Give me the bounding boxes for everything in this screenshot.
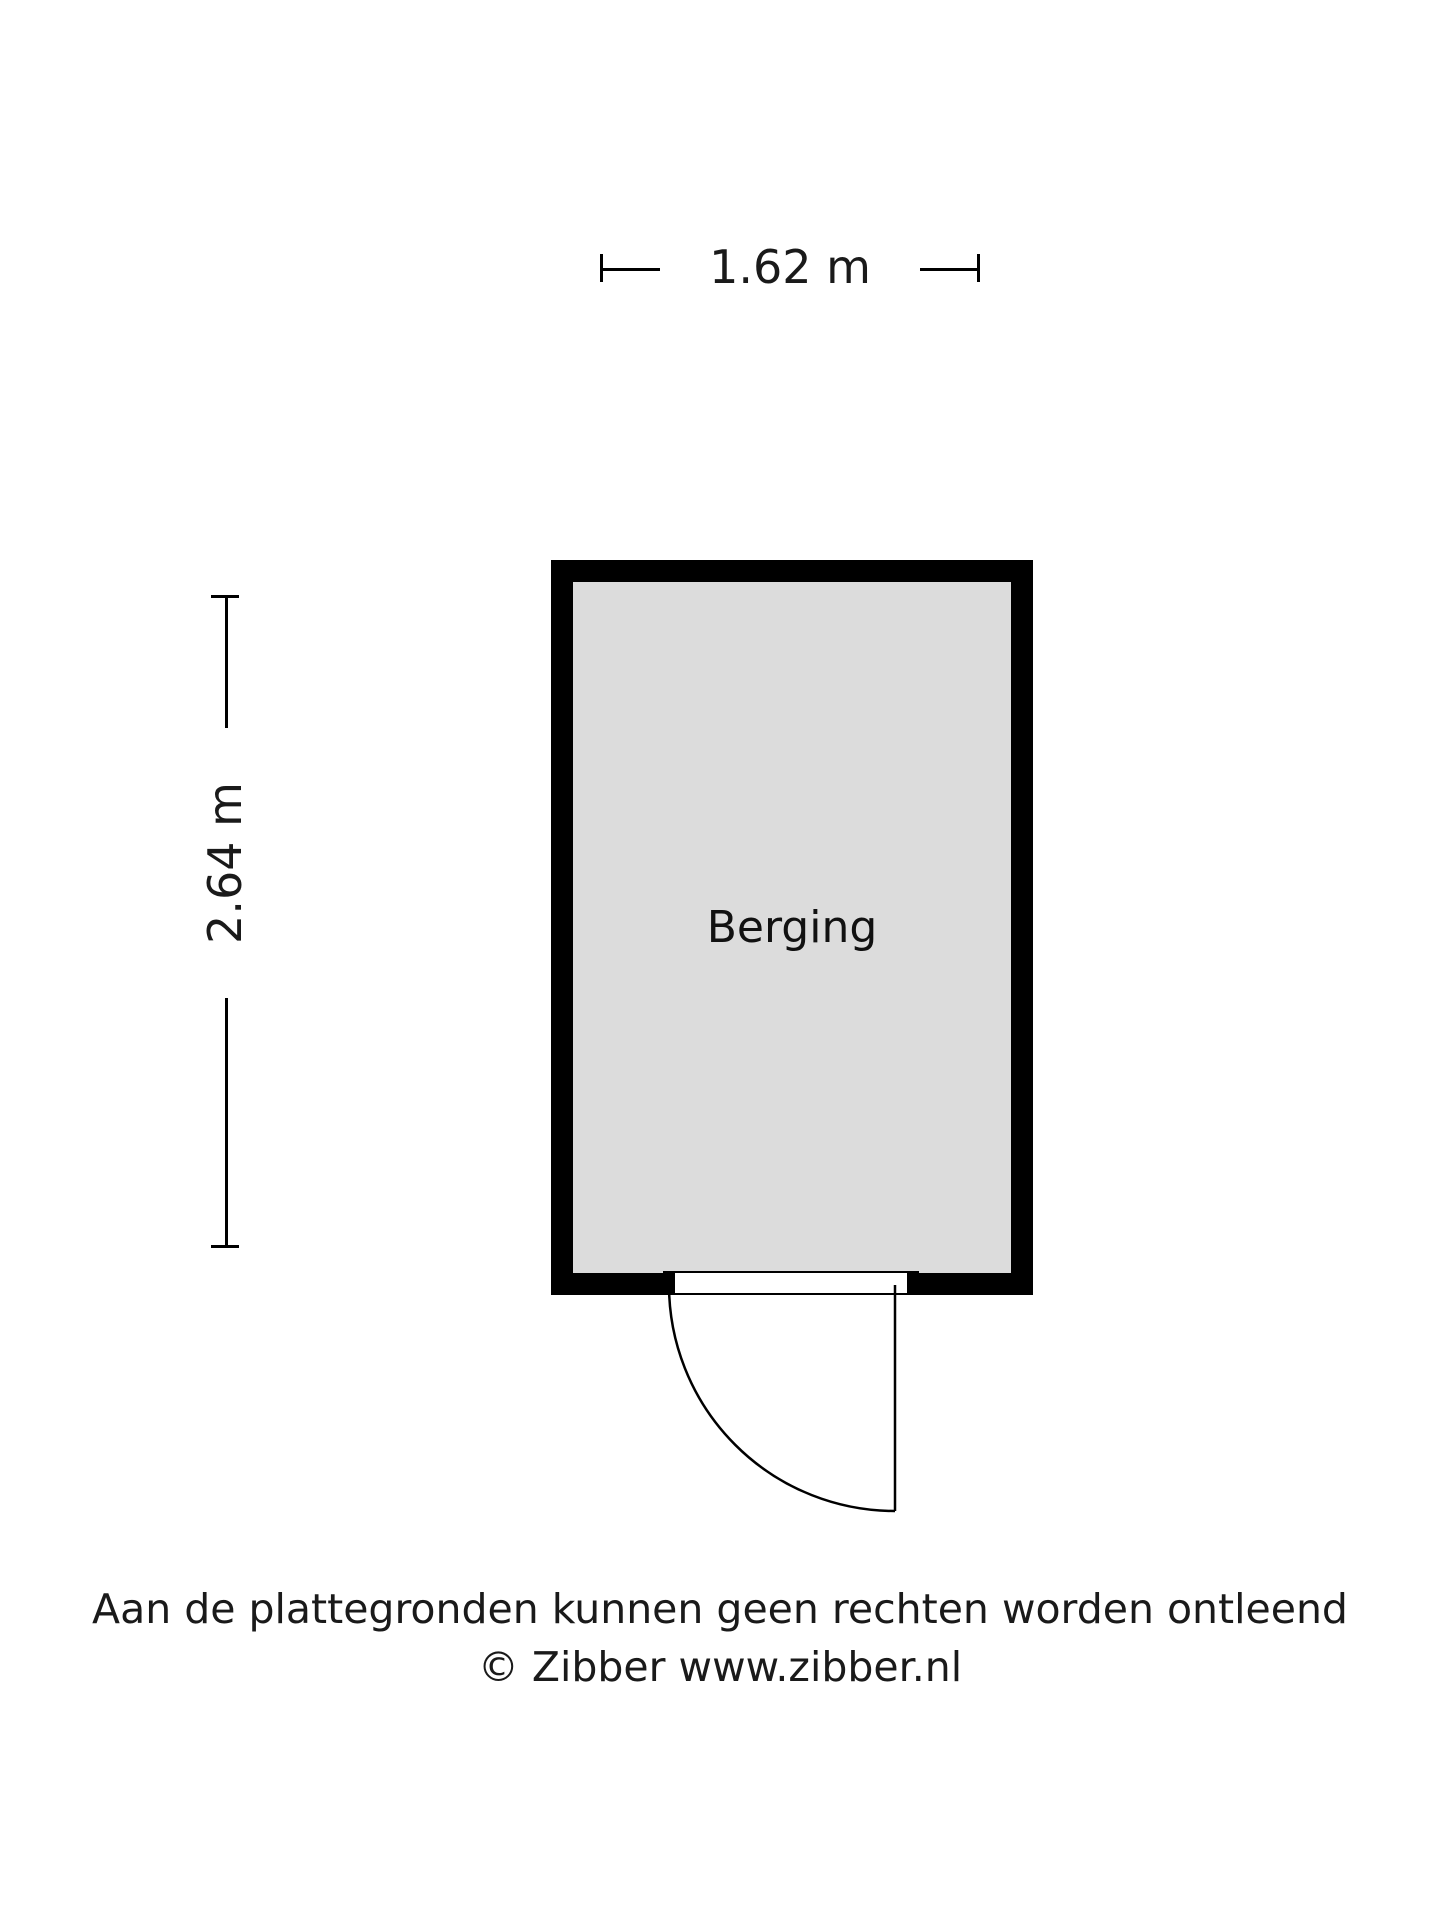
dimension-height-cap-bottom [211,1245,239,1248]
dimension-width-cap-left [600,254,603,282]
footer-credit-text: © Zibber www.zibber.nl [477,1643,963,1691]
footer-disclaimer-text: Aan de plattegronden kunnen geen rechten worden ontleend [92,1585,1348,1633]
dimension-width-cap-right [977,254,980,282]
room-berging [551,560,1033,1295]
dimension-width-label: 1.62 m [660,240,920,294]
dimension-height [180,560,300,1280]
door-swing-icon [655,1285,945,1525]
dimension-height-cap-top [211,595,239,598]
dimension-width [560,210,1020,294]
footer [0,1580,1440,1696]
dimension-height-label: 2.64 m [192,728,258,998]
room-berging-floor [573,582,1011,1273]
room-berging-label: Berging [706,902,878,953]
